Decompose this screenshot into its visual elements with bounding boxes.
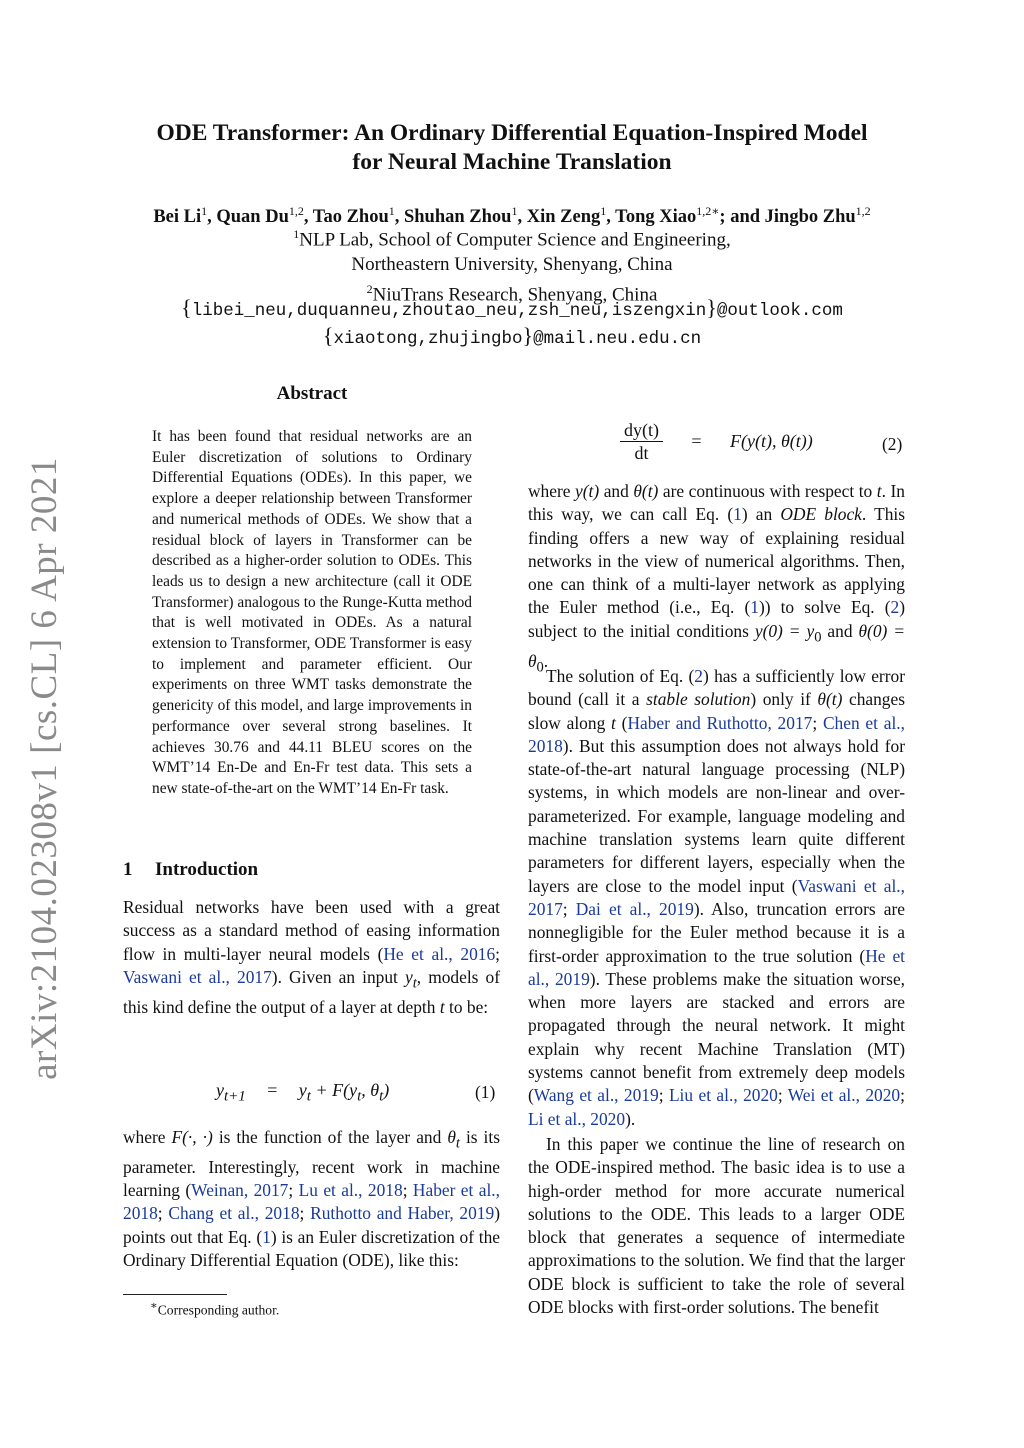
citation-link[interactable]: He et al., 2019 — [528, 945, 905, 989]
citation-link[interactable]: Ruthotto and Haber, 2019 — [310, 1203, 495, 1224]
text-run: ). Given an input — [271, 966, 405, 987]
citation-link[interactable]: Weinan, 2017 — [191, 1180, 289, 1201]
right-paragraph-2: The solution of Eq. (2) has a sufficiently low error bound (call it a stable solution) only if θ(t) changes slow along t (Haber and Ruthotto, 2017; Chen et al., 2018). But this assumption does not always hold for state-of-the-art natural language processing (NLP) systems, in which models are non-linear and over-parameterized. For example, language modeling and machine translation systems learn quite different parameters for different layers, especially when the layers are close to the model input (Vaswani et al., 2017; Dai et al., 2019). Also, truncation errors are nonnegligible for the Euler method because it is a first-order approximation to the true solution (He et al., 2019). These problems make the situation worse, when more layers are stacked and errors are propagated through the neural network. It might explain why recent Machine Translation (MT) systems cannot benefit from extremely deep models (Wang et al., 2019; Liu et al., 2020; Wei et al., 2020; Li et al., 2020). — [528, 666, 906, 1129]
text-run: ). These problems make the situation worse, when more layers are stacked and errors are propagated through the neural network. It might explain why recent Machine Translation (MT) systems cannot benefit from extremely deep models ( — [528, 968, 906, 1106]
derivative-fraction — [620, 419, 663, 464]
fraction-denominator: dt — [634, 443, 649, 463]
arxiv-identifier-text: arXiv:2104.02308v1 [cs.CL] 6 Apr 2021 — [23, 456, 65, 1080]
emphasis: ODE block — [780, 504, 862, 525]
math-run: ) — [383, 1080, 390, 1100]
text-run: and — [599, 481, 634, 501]
author-emails: {libei_neu,duquanneu,zhoutao_neu,zsh_neu,iszengxin}@outlook.com {xiaotong,zhujingbo}@mail.neu.edu.cn — [181, 295, 843, 349]
math-subscript: t — [357, 1088, 362, 1105]
text-run: ). Also, truncation errors are nonnegligible for the Euler method because it is a first-order approximation to the true solution ( — [528, 898, 906, 966]
text-run: )) to solve Eq. ( — [758, 597, 891, 618]
equation-1 — [216, 1080, 389, 1106]
math-run: , θ — [361, 1080, 380, 1100]
math-symbol: y(t) — [575, 481, 600, 501]
math-subscript: 0 — [536, 659, 544, 676]
math-symbol: θ(0) = θ — [528, 620, 905, 671]
right-paragraph-3 — [528, 1133, 905, 1319]
text-run: ). — [625, 1108, 636, 1129]
intro-paragraph-1 — [123, 896, 500, 1019]
author-name: Tao Zhou — [312, 207, 389, 228]
text-run: ) is an Euler discretization of the Ordinary Differential Equation (ODE), like this: — [123, 1226, 500, 1270]
author-affil-mark: 1 — [388, 204, 395, 218]
text-run: ) subject to the initial conditions — [528, 597, 905, 641]
title-line-1: ODE Transformer: An Ordinary Differential Equation-Inspired Model — [156, 120, 868, 146]
text-run: , models of this kind define the output of a layer at depth — [123, 966, 501, 1017]
text-run: ( — [615, 712, 628, 733]
abstract-text: It has been found that residual networks are an Euler discretization of solutions to Ordinary Differential Equations (ODEs). In this paper, we explore a deeper relationship between Transformer and numerical methods of ODEs. We show that a residual block of layers in Transformer can be described as a higher-order solution to ODEs. This leads us to design a new architecture (call it ODE Transformer) analogous to the Runge-Kutta method that is well motivated in ODEs. As a natural extension to Transformer, ODE Transformer is easy to implement and parameter efficient. Our experiments on three WMT tasks demonstrate the genericity of this model, and large improvements in performance over several strong baselines. It achieves 30.76 and 44.11 BLEU scores on the WMT’14 En-De and En-Fr test data. This sets a new state-of-the-art on the WMT’14 En-Fr task. — [152, 428, 472, 797]
section-heading-introduction — [123, 859, 503, 881]
citation-link[interactable]: He et al., 2016 — [383, 943, 496, 964]
text-run: and — [821, 620, 859, 641]
email-names-2: xiaotong,zhujingbo — [333, 328, 523, 349]
right-paragraph-1 — [528, 480, 905, 679]
text-run: is its parameter. Interestingly, recent work in machine learning ( — [123, 1127, 500, 1201]
email-domain-1: @outlook.com — [716, 301, 843, 321]
math-symbol: t — [876, 481, 882, 501]
math-subscript: 0 — [814, 629, 822, 646]
title-line-2: for Neural Machine Translation — [352, 149, 672, 175]
author-affil-mark: 1,2 — [288, 204, 304, 218]
footnote-text: Corresponding author. — [157, 1302, 280, 1318]
affil-mark: 1 — [293, 227, 300, 241]
email-names-1: libei_neu,duquanneu,zhoutao_neu,zsh_neu,iszengxin — [191, 301, 707, 321]
math-symbol: y(0) = y — [754, 620, 815, 641]
equation-ref-link[interactable]: 1 — [262, 1226, 271, 1247]
math-subscript: t — [379, 1088, 384, 1105]
text-run: is the function of the layer and — [212, 1127, 448, 1147]
math-symbol: t — [611, 712, 616, 733]
citation-link[interactable]: Haber et al., 2018 — [123, 1180, 500, 1224]
citation-link[interactable]: Wei et al., 2020 — [787, 1085, 901, 1106]
equation-ref-link[interactable]: 1 — [733, 504, 742, 525]
citation-link[interactable]: Vaswani et al., 2017 — [123, 966, 272, 987]
author-affil-mark: 1 — [201, 204, 208, 218]
arxiv-identifier — [14, 456, 74, 1080]
text-run: where — [528, 481, 576, 501]
text-run: ) only if — [750, 689, 818, 710]
math-symbol: t — [439, 996, 445, 1017]
text-run: . This finding offers a new way of explaining residual networks in the view of numerical algorithms. Then, one can think of a multi-layer network as applying the Euler method (i.e., Eq. ( — [528, 504, 906, 618]
citation-link[interactable]: Wang et al., 2019 — [533, 1085, 659, 1106]
text-run: are continuous with respect to — [658, 481, 877, 501]
citation-link[interactable]: Lu et al., 2018 — [298, 1180, 403, 1201]
math-symbol: y — [404, 966, 413, 987]
author-conjunction: and — [730, 207, 761, 228]
author-name: Bei Li — [153, 207, 202, 228]
text-run: ) points out that Eq. ( — [123, 1203, 500, 1247]
author-affil-mark: 1,2∗ — [696, 204, 720, 218]
text-run: where — [123, 1127, 172, 1147]
text-run: changes slow along — [528, 689, 905, 733]
text-run: ) an — [741, 504, 781, 525]
affiliation-1-line-1: NLP Lab, School of Computer Science and Engineering, — [299, 229, 731, 251]
abstract-heading: Abstract — [276, 383, 348, 404]
author-list: Bei Li$^1$, Quan Du$^{1,2}$, Tao Zhou$^1$, Shuhan Zhou$^1$, Xin Zeng$^1$, Tong Xiao$^{1,2∗}$; and Jingbo Zhu$^{1,2}$ — [153, 204, 871, 228]
author-name: Tong Xiao — [615, 207, 697, 228]
citation-link[interactable]: Li et al., 2020 — [528, 1108, 626, 1129]
section-title: Introduction — [155, 859, 259, 880]
paper-title — [100, 119, 924, 177]
text-run: ). But this assumption does not always hold for state-of-the-art natural language processing (NLP) systems, in which models are non-linear and over-parameterized. For example, language modeling and machine translation systems learn quite different parameters for different layers, especially when the layers are close to the model input ( — [528, 735, 905, 896]
author-name: Xin Zeng — [526, 207, 601, 228]
math-subscript: t — [455, 1135, 460, 1152]
math-subscript: t+1 — [224, 1088, 246, 1105]
citation-link[interactable]: Dai et al., 2019 — [575, 898, 694, 919]
equation-ref-link[interactable]: 2 — [694, 666, 703, 686]
math-symbol: θ(t) — [817, 689, 843, 710]
author-name: Quan Du — [216, 207, 289, 228]
author-affil-mark: 1,2 — [855, 204, 871, 218]
section-number: 1 — [123, 859, 133, 880]
math-subscript: t — [412, 975, 417, 992]
emphasis: stable solution — [646, 689, 751, 710]
author-name: Jingbo Zhu — [764, 207, 856, 228]
author-affil-mark: 1 — [511, 204, 518, 218]
footnote-mark: ∗ — [150, 1300, 158, 1312]
footnote-rule — [123, 1294, 227, 1295]
text-run: The solution of Eq. ( — [546, 666, 695, 686]
math-run: F(y(t), θ(t)) — [730, 431, 813, 451]
affil-mark: 2 — [366, 282, 373, 297]
citation-link[interactable]: Liu et al., 2020 — [668, 1085, 778, 1106]
equals-sign: = — [691, 431, 702, 451]
citation-link[interactable]: Chang et al., 2018 — [168, 1203, 300, 1224]
equation-1-number: (1) — [475, 1082, 496, 1102]
equation-2 — [620, 419, 813, 464]
equals-sign: = — [267, 1080, 278, 1100]
math-run: + F(y — [310, 1080, 358, 1100]
math-symbol: y — [298, 1080, 307, 1100]
text-run: Residual networks have been used with a great success as a standard method of easing information flow in multi-layer neural models ( — [123, 897, 500, 964]
author-affil-mark: 1 — [600, 204, 607, 218]
fraction-numerator: dy(t) — [620, 419, 663, 442]
math-symbol: θ(t) — [633, 481, 659, 501]
affiliation-1-line-2: Northeastern University, Shenyang, China — [351, 253, 673, 275]
math-symbol: F(·, ·) — [171, 1127, 213, 1147]
citation-link[interactable]: Chen et al., 2018 — [528, 712, 905, 756]
footnote — [150, 1298, 279, 1319]
citation-link[interactable]: Vaswani et al., 2017 — [528, 875, 905, 919]
author-name: Shuhan Zhou — [403, 207, 512, 228]
email-domain-2: @mail.neu.edu.cn — [533, 328, 702, 349]
math-symbol: θ — [447, 1127, 456, 1147]
citation-link[interactable]: Haber and Ruthotto, 2017 — [627, 712, 813, 733]
math-subscript: t — [306, 1088, 311, 1105]
math-symbol: y — [216, 1080, 224, 1100]
text-run: ) has a sufficiently low error bound (call it a — [528, 666, 905, 710]
text-run: . In this way, we can call Eq. ( — [528, 481, 905, 525]
equation-ref-link[interactable]: 1 — [750, 597, 759, 618]
text-run: In this paper we continue the line of research on the ODE-inspired method. The basic idea is to use a high-order method for more accurate numerical solutions to the ODE. This leads to a larger ODE block that generates a sequence of intermediate approximations to the solution. We find that the larger ODE block is sufficient to take the role of several ODE blocks with first-order solutions. The benefit — [528, 1134, 905, 1318]
text-run: . — [543, 650, 549, 671]
equation-2-number: (2) — [882, 434, 903, 454]
equation-ref-link[interactable]: 2 — [890, 597, 900, 618]
text-run: to be: — [444, 996, 489, 1017]
affiliation-2-line-1: NiuTrans Research, Shenyang, China — [372, 284, 658, 306]
intro-paragraph-2: where F(·, ·) is the function of the layer and $\theta_t$ is its parameter. Interestingly, recent work in machine learning (Weinan, 2017; Lu et al., 2018; Haber et al., 2018; Chang et al., 2018; Ruthotto and Haber, 2019) points out that Eq. (1) is an Euler discretization of the Ordinary Differential Equation (ODE), like this: — [123, 1127, 500, 1270]
text-run: ; — [495, 943, 501, 964]
